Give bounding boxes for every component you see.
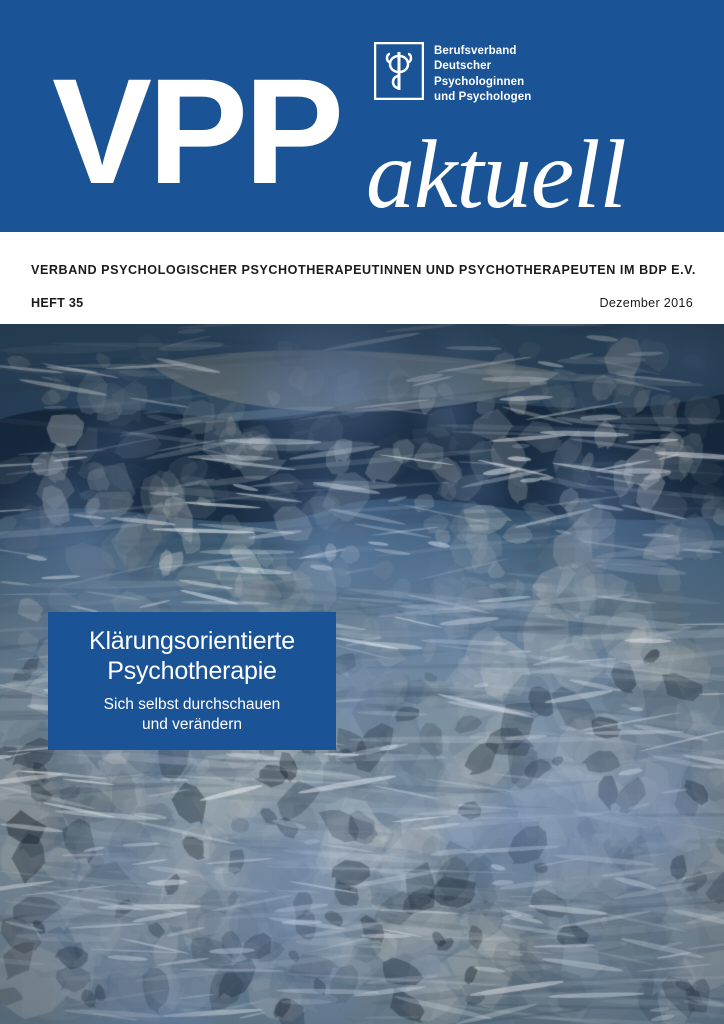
publisher-line-4: und Psychologen (434, 90, 532, 103)
publisher-line-2: Deutscher (434, 60, 492, 73)
cover-story-title-line-2: Psychotherapie (107, 657, 277, 685)
cover-story-subtitle (62, 695, 322, 735)
publisher-name (434, 42, 531, 105)
issue-line (31, 296, 693, 310)
cover-story-title (62, 626, 322, 686)
magazine-subtitle: aktuell (366, 121, 626, 229)
issue-number: HEFT 35 (31, 296, 84, 310)
publisher-line-3: Psychologinnen (434, 75, 525, 88)
issue-date: Dezember 2016 (599, 296, 693, 310)
cover-story-title-line-1: Klärungsorientierte (88, 627, 296, 655)
cover-story-subtitle-line-1: Sich selbst durchschauen (103, 696, 281, 713)
masthead (0, 0, 724, 232)
bdp-psi-logo-icon (374, 42, 424, 100)
publisher-logo (374, 42, 531, 105)
cover-story-box (48, 612, 336, 750)
publisher-line-1: Berufsverband (434, 45, 517, 57)
magazine-title: VPP (52, 47, 341, 215)
organisation-line: VERBAND PSYCHOLOGISCHER PSYCHOTHERAPEUTINNEN UND PSYCHOTHERAPEUTEN IM BDP E.V. (31, 263, 696, 277)
info-band (0, 232, 724, 324)
cover-story-subtitle-line-2: und verändern (142, 716, 242, 733)
